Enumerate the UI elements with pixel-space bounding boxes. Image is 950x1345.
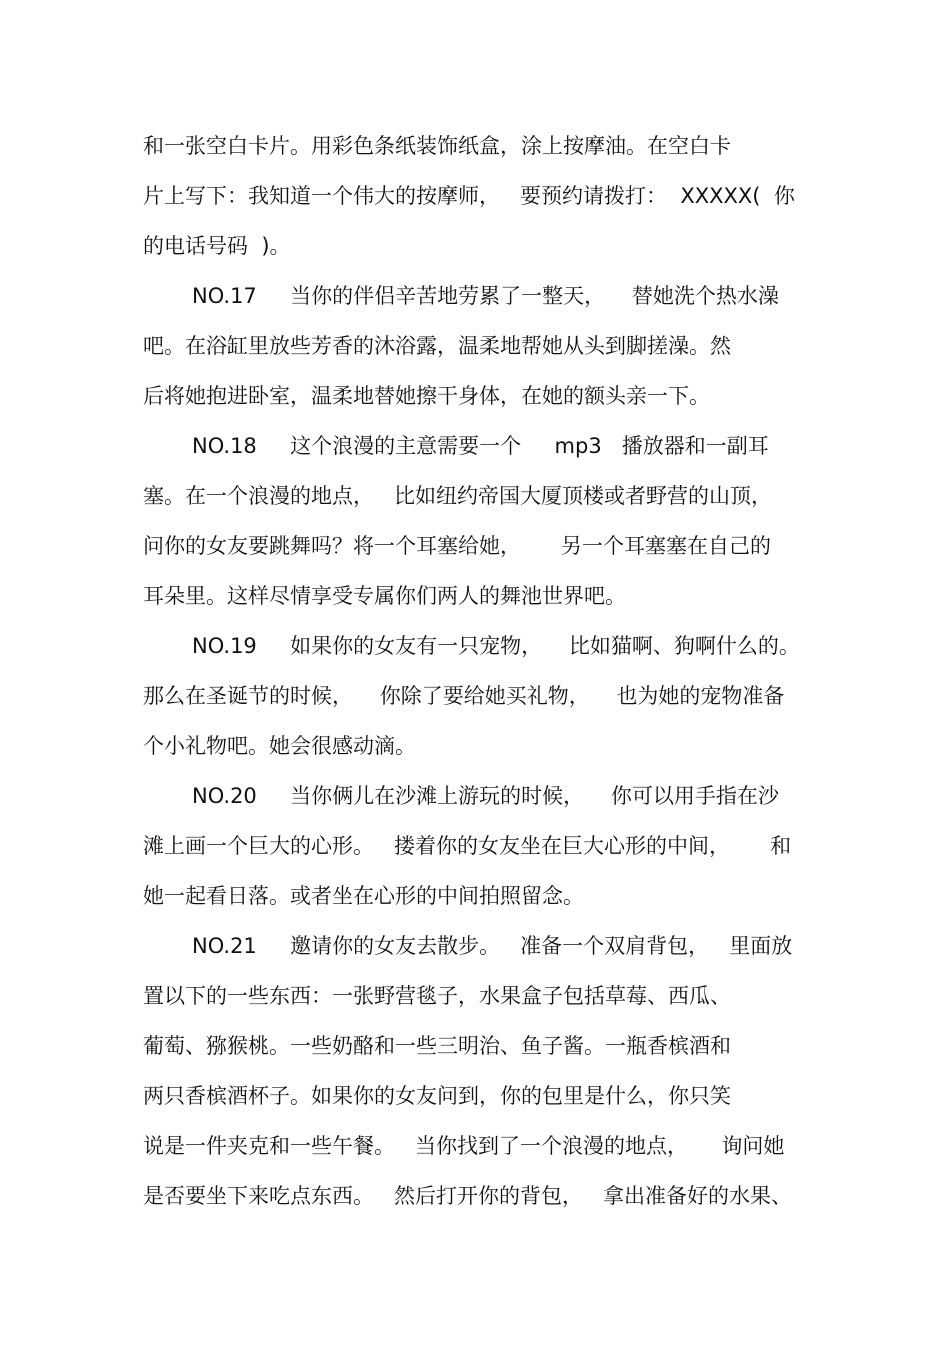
text-line: 个小礼物吧。她会很感动滴。 <box>143 734 416 758</box>
text-line: 耳朵里。这样尽情享受专属你们两人的舞池世界吧。 <box>143 584 626 608</box>
text-line: 那么在圣诞节的时候， 你除了要给她买礼物， 也为她的宠物准备 <box>143 684 785 708</box>
text-line: 她一起看日落。或者坐在心形的中间拍照留念。 <box>143 884 584 908</box>
text-line: 塞。在一个浪漫的地点， 比如纽约帝国大厦顶楼或者野营的山顶， <box>143 484 773 508</box>
item-heading-line: NO.21 邀请你的女友去散步。 准备一个双肩背包， 里面放 <box>192 934 793 958</box>
text-line: 片上写下：我知道一个伟大的按摩师， 要预约请拨打： XXXXX( 你 <box>143 184 795 208</box>
text-line: 置以下的一些东西：一张野营毯子，水果盒子包括草莓、西瓜、 <box>143 984 731 1008</box>
item-heading-line: NO.18 这个浪漫的主意需要一个 mp3 播放器和一副耳 <box>192 434 769 458</box>
text-line: 和一张空白卡片。用彩色条纸装饰纸盒，涂上按摩油。在空白卡 <box>143 134 731 158</box>
item-heading-line: NO.20 当你俩儿在沙滩上游玩的时候， 你可以用手指在沙 <box>192 784 779 808</box>
text-line: 问你的女友要跳舞吗？将一个耳塞给她， 另一个耳塞塞在自己的 <box>143 534 772 558</box>
text-line: 说是一件夹克和一些午餐。 当你找到了一个浪漫的地点， 询问她 <box>143 1134 785 1158</box>
text-line: 葡萄、猕猴桃。一些奶酪和一些三明治、鱼子酱。一瓶香槟酒和 <box>143 1034 731 1058</box>
text-line: 滩上画一个巨大的心形。 搂着你的女友坐在巨大心形的中间， 和 <box>143 834 792 858</box>
item-heading-line: NO.17 当你的伴侣辛苦地劳累了一整天， 替她洗个热水澡 <box>192 284 779 308</box>
item-heading-line: NO.19 如果你的女友有一只宠物， 比如猫啊、狗啊什么的。 <box>192 634 800 658</box>
text-line: 吧。在浴缸里放些芳香的沐浴露，温柔地帮她从头到脚搓澡。然 <box>143 334 731 358</box>
text-line: 的电话号码 )。 <box>143 234 291 258</box>
text-line: 两只香槟酒杯子。如果你的女友问到，你的包里是什么，你只笑 <box>143 1084 731 1108</box>
text-line: 是否要坐下来吃点东西。 然后打开你的背包， 拿出准备好的水果、 <box>143 1184 793 1208</box>
text-line: 后将她抱进卧室，温柔地替她擦干身体，在她的额头亲一下。 <box>143 384 710 408</box>
